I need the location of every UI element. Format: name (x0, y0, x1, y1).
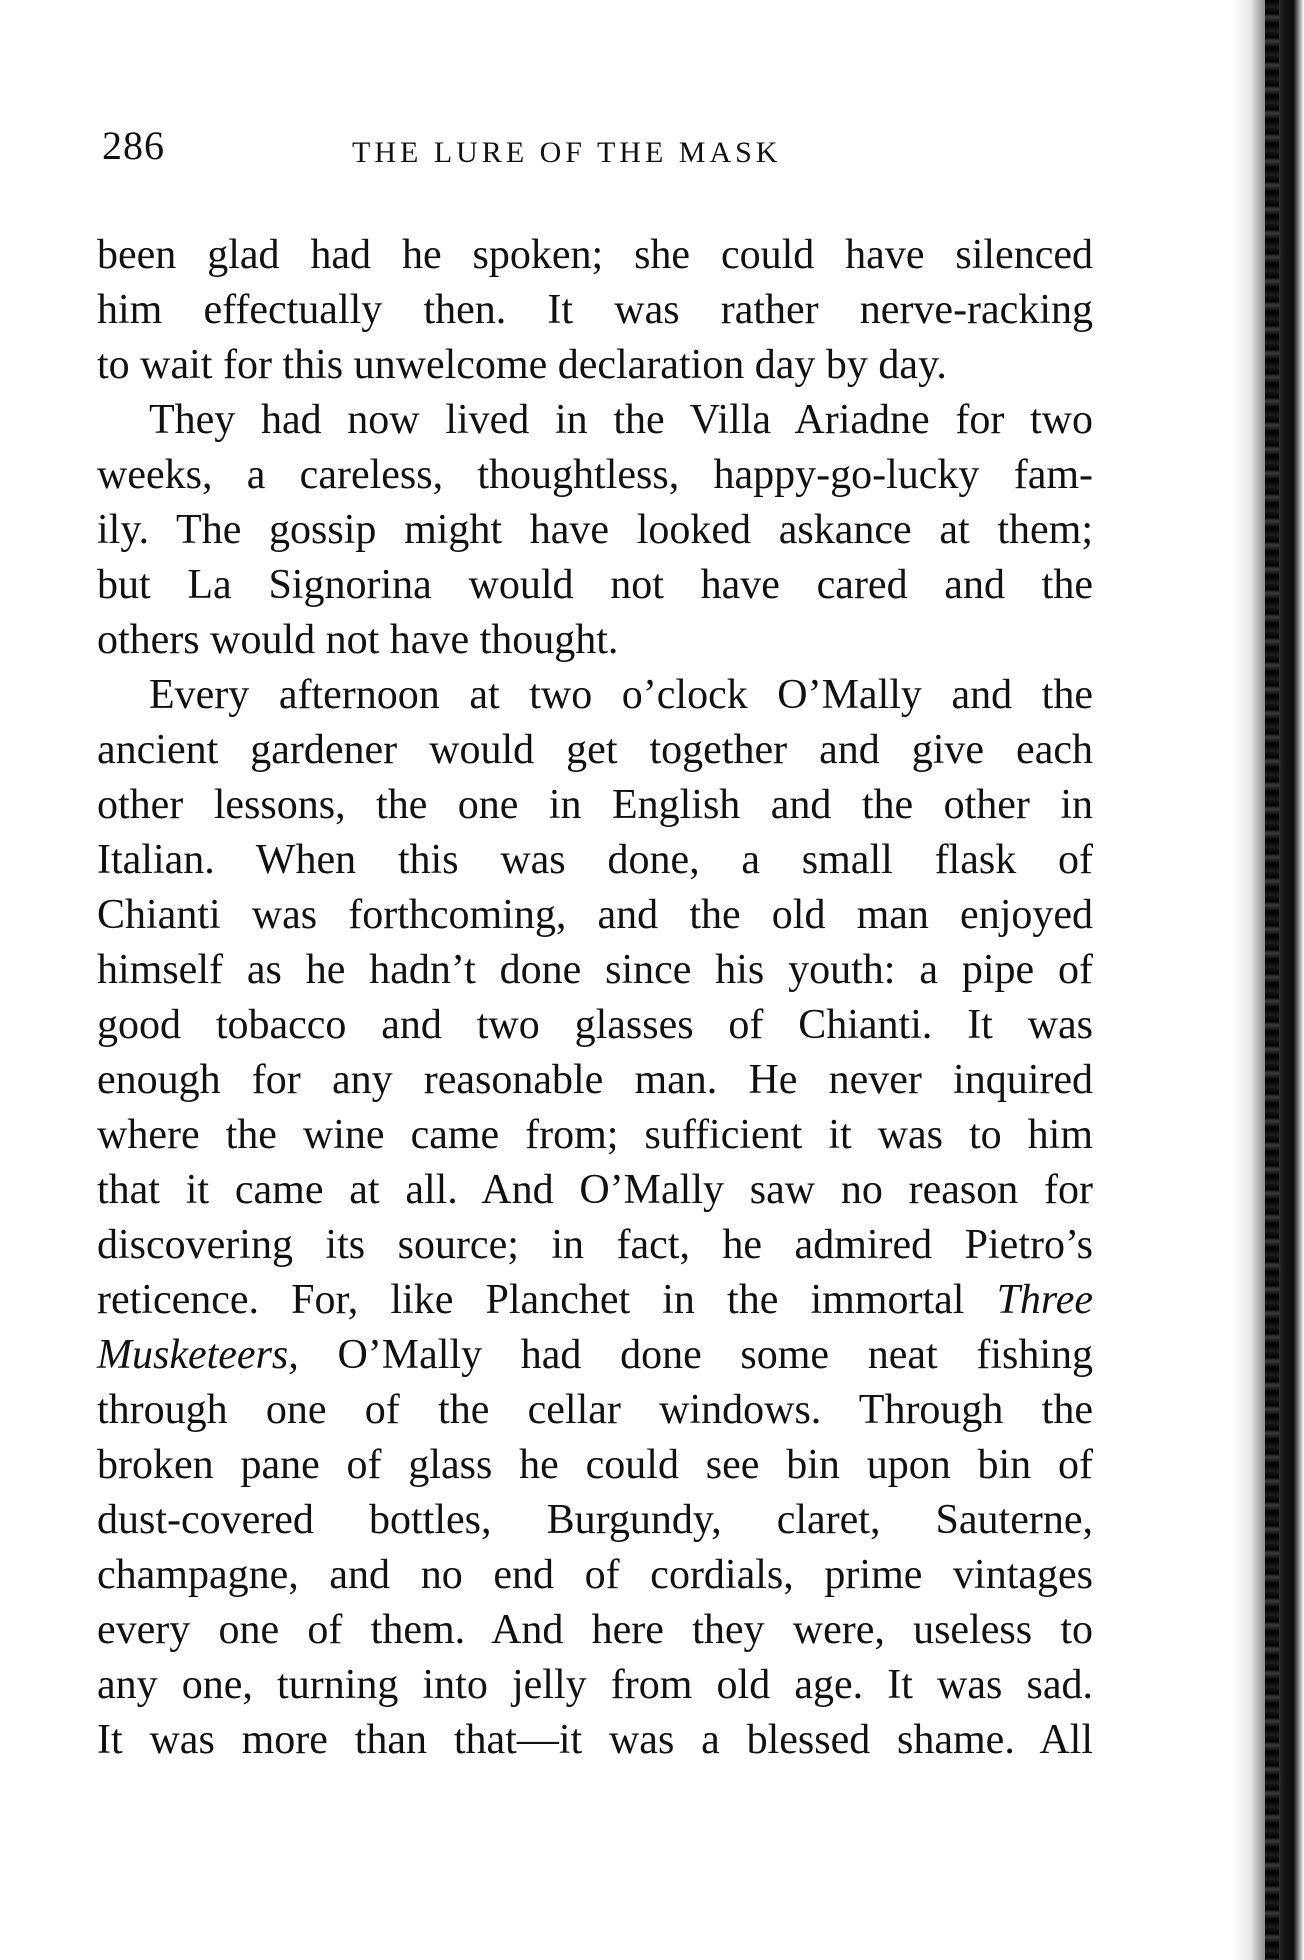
text-line: to wait for this unwelcome declaration day by day. (97, 342, 947, 388)
text-line: good tobacco and two glasses of Chianti. It was (97, 1002, 1093, 1048)
text-segment: reticence. For, like Planchet in the immortal (97, 1277, 965, 1323)
text-segment: O’Mally had done some neat fishing (337, 1332, 1093, 1378)
text-line: Every afternoon at two o’clock O’Mally and the (149, 672, 1093, 718)
text-line: himself as he hadn’t done since his youth: a pipe of (97, 947, 1093, 993)
binding-edge (1265, 0, 1279, 1960)
text-line: others would not have thought. (97, 617, 619, 663)
text-line: where the wine came from; sufficient it was to him (97, 1112, 1093, 1158)
text-line: every one of them. And here they were, useless to (97, 1607, 1093, 1653)
running-title: THE LURE OF THE MASK (352, 136, 782, 169)
text-line (97, 1273, 1093, 1328)
text-line: It was more than that—it was a blessed shame. All (97, 1717, 1093, 1763)
text-line: discovering its source; in fact, he admired Pietro’s (97, 1222, 1093, 1268)
italic-title-segment: Musketeers, (97, 1332, 299, 1378)
text-line: him effectually then. It was rather nerve-racking (97, 287, 1093, 333)
text-line: Italian. When this was done, a small flask of (97, 837, 1093, 883)
text-line: champagne, and no end of cordials, prime vintages (97, 1552, 1093, 1598)
text-line: other lessons, the one in English and the other in (97, 782, 1093, 828)
text-line: enough for any reasonable man. He never inquired (97, 1057, 1093, 1103)
text-line: been glad had he spoken; she could have silenced (97, 232, 1093, 278)
text-line: They had now lived in the Villa Ariadne for two (149, 397, 1093, 443)
text-line: through one of the cellar windows. Through the (97, 1387, 1093, 1433)
text-line: ily. The gossip might have looked askance at them; (97, 507, 1093, 553)
running-head (102, 122, 1092, 182)
text-line: weeks, a careless, thoughtless, happy-go-lucky fam- (97, 452, 1093, 498)
text-line: broken pane of glass he could see bin upon bin of (97, 1442, 1093, 1488)
text-line (97, 1328, 1093, 1383)
text-line: but La Signorina would not have cared and the (97, 562, 1093, 608)
page-number: 286 (102, 123, 165, 168)
italic-title-segment: Three (996, 1277, 1094, 1323)
text-line: Chianti was forthcoming, and the old man enjoyed (97, 892, 1093, 938)
text-line: that it came at all. And O’Mally saw no reason for (97, 1167, 1093, 1213)
body-text (97, 228, 1093, 1768)
text-line: ancient gardener would get together and give each (97, 727, 1093, 773)
text-line: any one, turning into jelly from old age. It was sad. (97, 1662, 1093, 1708)
text-line: dust-covered bottles, Burgundy, claret, Sauterne, (97, 1497, 1093, 1543)
